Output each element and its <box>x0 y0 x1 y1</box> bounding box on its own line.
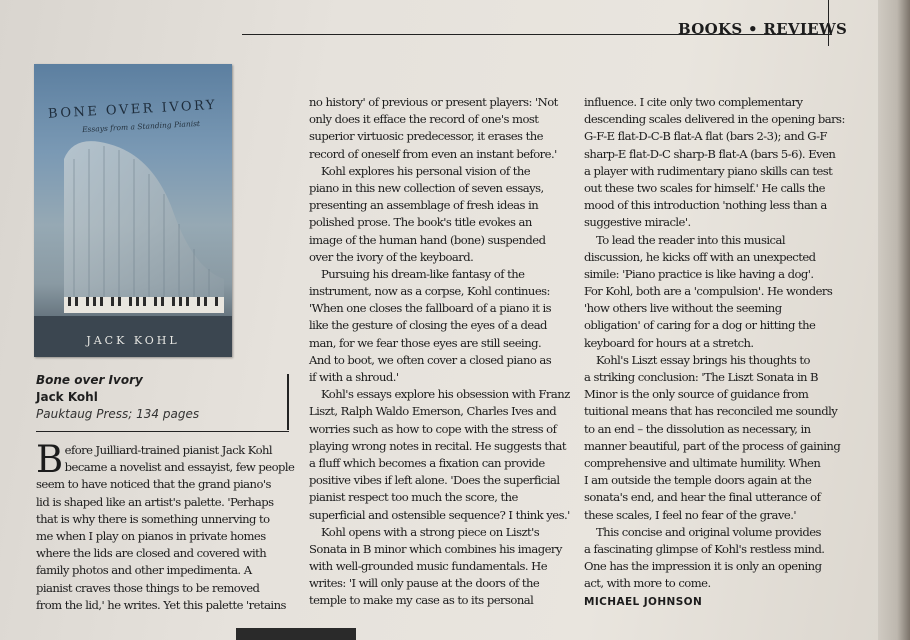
text-line: Pursuing his dream-like fantasy of the <box>321 266 525 281</box>
text-line: descending scales delivered in the opening bars: <box>584 112 845 127</box>
text-line: obligation' of caring for a dog or hitting the <box>584 318 816 333</box>
text-line: became a novelist and essayist, few people <box>64 460 295 475</box>
book-caption <box>36 372 286 423</box>
text-line: For Kohl, both are a 'compulsion'. He wonders <box>584 284 833 299</box>
text-line: man, for we fear those eyes are still seeing. <box>309 335 542 350</box>
text-line: seem to have noticed that the grand piano's <box>36 477 271 492</box>
caption-divider <box>36 431 289 432</box>
text-line: sharp-E flat-D-C sharp-B flat-A (bars 5-6). Even <box>584 146 836 161</box>
text-line: To lead the reader into this musical <box>596 232 785 247</box>
text-line: act, with more to come. <box>584 576 711 591</box>
text-line: these scales, I feel no fear of the grave.' <box>584 507 796 522</box>
text-line: playing wrong notes in recital. He suggests that <box>309 438 566 453</box>
text-line: 'how others live without the seeming <box>584 301 782 316</box>
cover-title: BONE OVER IVORY <box>47 97 218 122</box>
article-column-3 <box>584 94 844 612</box>
caption-author: Jack Kohl <box>36 390 98 404</box>
text-line: Kohl explores his personal vision of the <box>321 163 531 178</box>
text-line: record of oneself from even an instant before.' <box>309 146 557 161</box>
text-line: superficial and ostensible sequence? I think yes.' <box>309 507 570 522</box>
text-line: like the gesture of closing the eyes of a dead <box>309 318 547 333</box>
text-line: comprehensive and ultimate humility. When <box>584 455 821 470</box>
text-line: positive vibes if left alone. 'Does the superficial <box>309 473 560 488</box>
text-line: influence. I cite only two complementary <box>584 95 803 109</box>
drop-cap: B <box>36 438 63 481</box>
text-line: discussion, he kicks off with an unexpected <box>584 249 816 264</box>
text-line: One has the impression it is only an opening <box>584 559 822 574</box>
text-line: simile: 'Piano practice is like having a dog'. <box>584 266 814 281</box>
text-line: Kohl's essays explore his obsession with Franz <box>321 387 570 402</box>
caption-divider-vertical <box>287 374 289 430</box>
text-line: pianist craves those things to be removed <box>36 580 260 595</box>
text-line: image of the human hand (bone) suspended <box>309 232 546 247</box>
text-line: a fluff which becomes a fixation can provide <box>309 455 545 470</box>
text-line: that is why there is something unnerving to <box>36 511 270 526</box>
text-line: superior virtuosic predecessor, it erases the <box>309 129 543 144</box>
article-column-2 <box>309 94 570 610</box>
text-line: over the ivory of the keyboard. <box>309 249 474 264</box>
article-column-1 <box>36 438 295 614</box>
caption-publisher: Pauktaug Press; 134 pages <box>36 407 200 421</box>
text-line: me when I play on pianos in private homes <box>36 528 266 543</box>
text-line: This concise and original volume provides <box>596 524 821 539</box>
text-line: I am outside the temple doors again at the <box>584 473 812 488</box>
byline: MICHAEL JOHNSON <box>584 596 703 609</box>
book-cover <box>34 64 232 357</box>
text-line: no history' of previous or present players: 'Not <box>309 95 558 109</box>
text-line: presenting an assemblage of fresh ideas in <box>309 198 539 213</box>
text-line: writes: 'I will only pause at the doors of the <box>309 576 540 591</box>
footer-block <box>236 628 356 640</box>
text-line: from the lid,' he writes. Yet this palette 'retains <box>36 597 286 612</box>
text-line: sonata's end, and hear the final utterance of <box>584 490 821 505</box>
text-line: Minor is the only source of guidance from <box>584 387 809 402</box>
text-line: pianist respect too much the score, the <box>309 490 518 505</box>
text-line: G-F-E flat-D-C-B flat-A flat (bars 2-3); and G-F <box>584 129 828 144</box>
page-edge <box>878 0 910 640</box>
text-line: 'When one closes the fallboard of a piano it is <box>309 301 552 316</box>
text-line: piano in this new collection of seven essays, <box>309 180 544 195</box>
cover-author: JACK KOHL <box>86 334 180 347</box>
text-line: suggestive miracle'. <box>584 215 691 230</box>
text-line: only does it efface the record of one's most <box>309 112 539 127</box>
text-line: keyboard for hours at a stretch. <box>584 335 754 350</box>
text-line: And to boot, we often cover a closed piano as <box>309 352 552 367</box>
text-line: a striking conclusion: 'The Liszt Sonata in B <box>584 370 818 384</box>
text-line: a player with rudimentary piano skills can test <box>584 163 833 178</box>
text-line: Kohl's Liszt essay brings his thoughts to <box>596 352 810 367</box>
text-line: tuitional means that has reconciled me soundly <box>584 404 838 419</box>
text-line: where the lids are closed and covered with <box>36 546 267 561</box>
text-line: polished prose. The book's title evokes an <box>309 215 532 230</box>
caption-title: Bone over Ivory <box>36 373 143 387</box>
text-line: worries such as how to cope with the stress of <box>309 421 557 436</box>
text-line: manner beautiful, part of the process of gaining <box>584 438 841 453</box>
section-label: BOOKS • REVIEWS <box>678 20 848 38</box>
text-line: Sonata in B minor which combines his imagery <box>309 541 562 556</box>
text-line: instrument, now as a corpse, Kohl continues: <box>309 284 550 299</box>
text-line: mood of this introduction 'nothing less than a <box>584 198 827 213</box>
text-line: Kohl opens with a strong piece on Liszt's <box>321 524 540 539</box>
cover-subtitle: Essays from a Standing Pianist <box>81 118 201 135</box>
text-line: out these two scales for himself.' He calls the <box>584 180 825 195</box>
text-line: if with a shroud.' <box>309 370 399 384</box>
text-line: with well-grounded music fundamentals. He <box>309 559 548 574</box>
text-line: Liszt, Ralph Waldo Emerson, Charles Ives and <box>309 404 557 419</box>
text-line: temple to make my case as to its personal <box>309 593 534 608</box>
text-line: lid is shaped like an artist's palette. 'Perhaps <box>36 494 274 509</box>
text-line: family photos and other impedimenta. A <box>36 563 252 578</box>
text-line: efore Juilliard-trained pianist Jack Kohl <box>64 443 273 457</box>
text-line: a fascinating glimpse of Kohl's restless mind. <box>584 541 825 556</box>
text-line: to an end – the dissolution as necessary, in <box>584 421 811 436</box>
